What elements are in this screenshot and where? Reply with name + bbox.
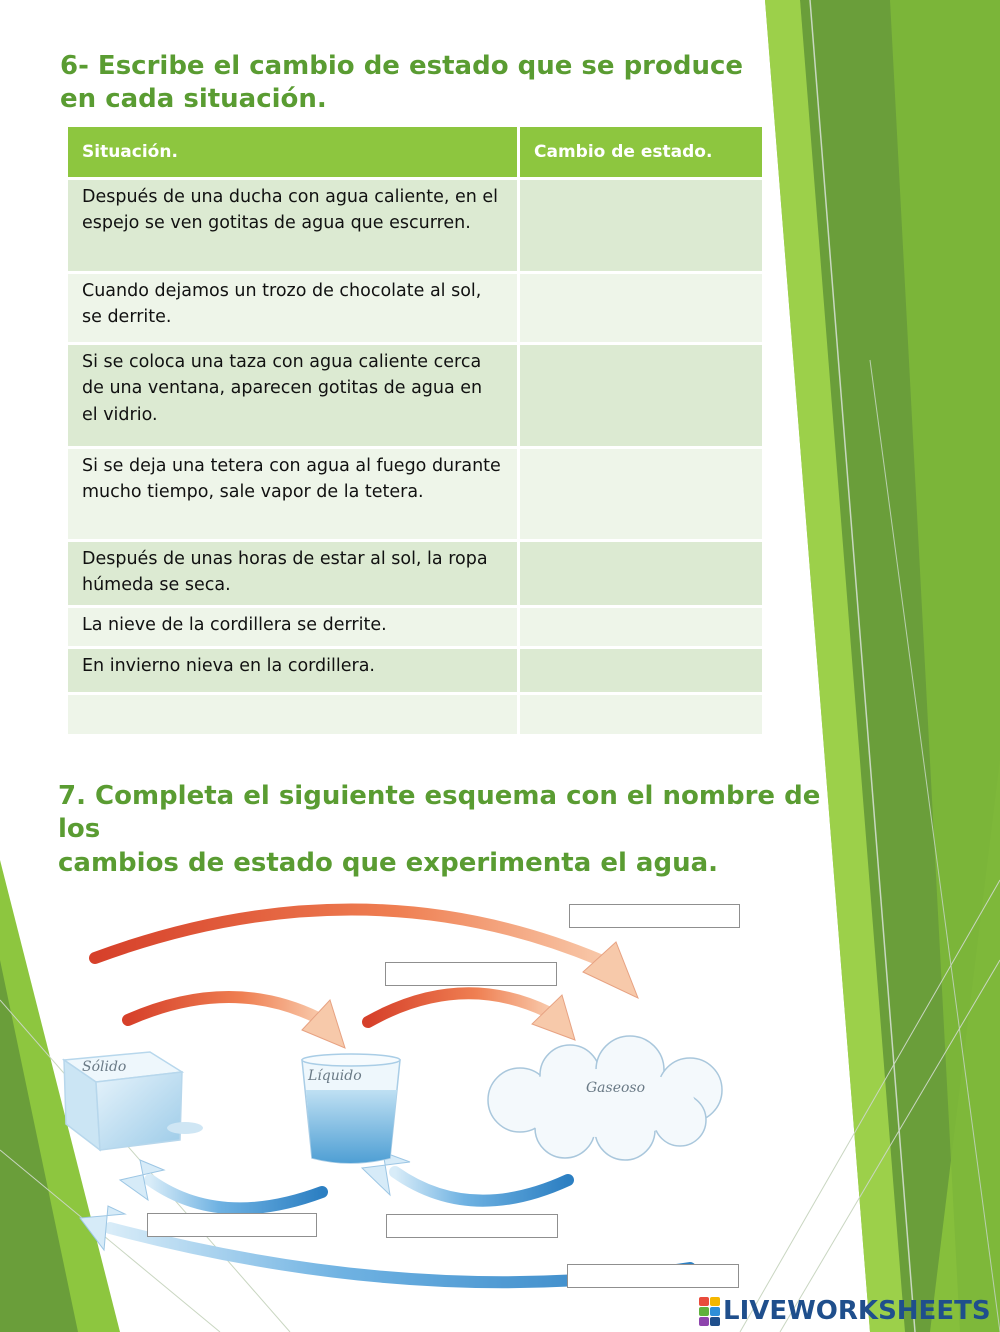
situation-cell: La nieve de la cordillera se derrite.: [68, 608, 520, 649]
header-situation: Situación.: [68, 127, 520, 180]
logo-text: LIVEWORKSHEETS: [723, 1296, 991, 1326]
exercise-6-title-line-2: en cada situación.: [60, 84, 327, 115]
answer-box-solidification[interactable]: [147, 1213, 317, 1237]
solid-label: Sólido: [82, 1059, 127, 1075]
situation-cell: Después de unas horas de estar al sol, la ropa húmeda se seca.: [68, 542, 520, 608]
situation-cell: Si se coloca una taza con agua caliente cerca de una ventana, aparecen gotitas de agua en el vidrio.: [68, 345, 520, 449]
header-change-of-state: Cambio de estado.: [520, 127, 762, 180]
exercise-7-title-line-1: 7. Completa el siguiente esquema con el nombre de los: [58, 781, 821, 845]
answer-box-evaporation[interactable]: [385, 962, 557, 986]
warm-arrow-solid-to-liquid: [128, 997, 345, 1048]
exercise-6-title-line-1: 6- Escribe el cambio de estado que se produce: [60, 51, 744, 81]
answer-box-condensation[interactable]: [386, 1214, 558, 1238]
warm-arrow-liquid-to-gas: [368, 993, 575, 1040]
logo-grid-icon: [699, 1297, 720, 1326]
situation-cell: Cuando dejamos un trozo de chocolate al sol, se derrite.: [68, 274, 520, 345]
answer-box-sublimation[interactable]: [569, 904, 740, 928]
cold-arrow-liquid-to-solid: [120, 1160, 322, 1208]
answer-box-deposition[interactable]: [567, 1264, 739, 1288]
exercise-7-title-line-2: cambios de estado que experimenta el agua.: [58, 847, 719, 878]
liveworksheets-logo: [699, 1296, 991, 1326]
situation-cell: Después de una ducha con agua caliente, en el espejo se ven gotitas de agua que escurren.: [68, 180, 520, 274]
cold-arrow-gas-to-liquid: [362, 1152, 568, 1201]
situation-cell: Si se deja una tetera con agua al fuego durante mucho tiempo, sale vapor de la tetera.: [68, 449, 520, 542]
situation-cell: En invierno nieva en la cordillera.: [68, 649, 520, 695]
liquid-label: Líquido: [308, 1068, 362, 1084]
gas-label: Gaseoso: [586, 1080, 646, 1096]
